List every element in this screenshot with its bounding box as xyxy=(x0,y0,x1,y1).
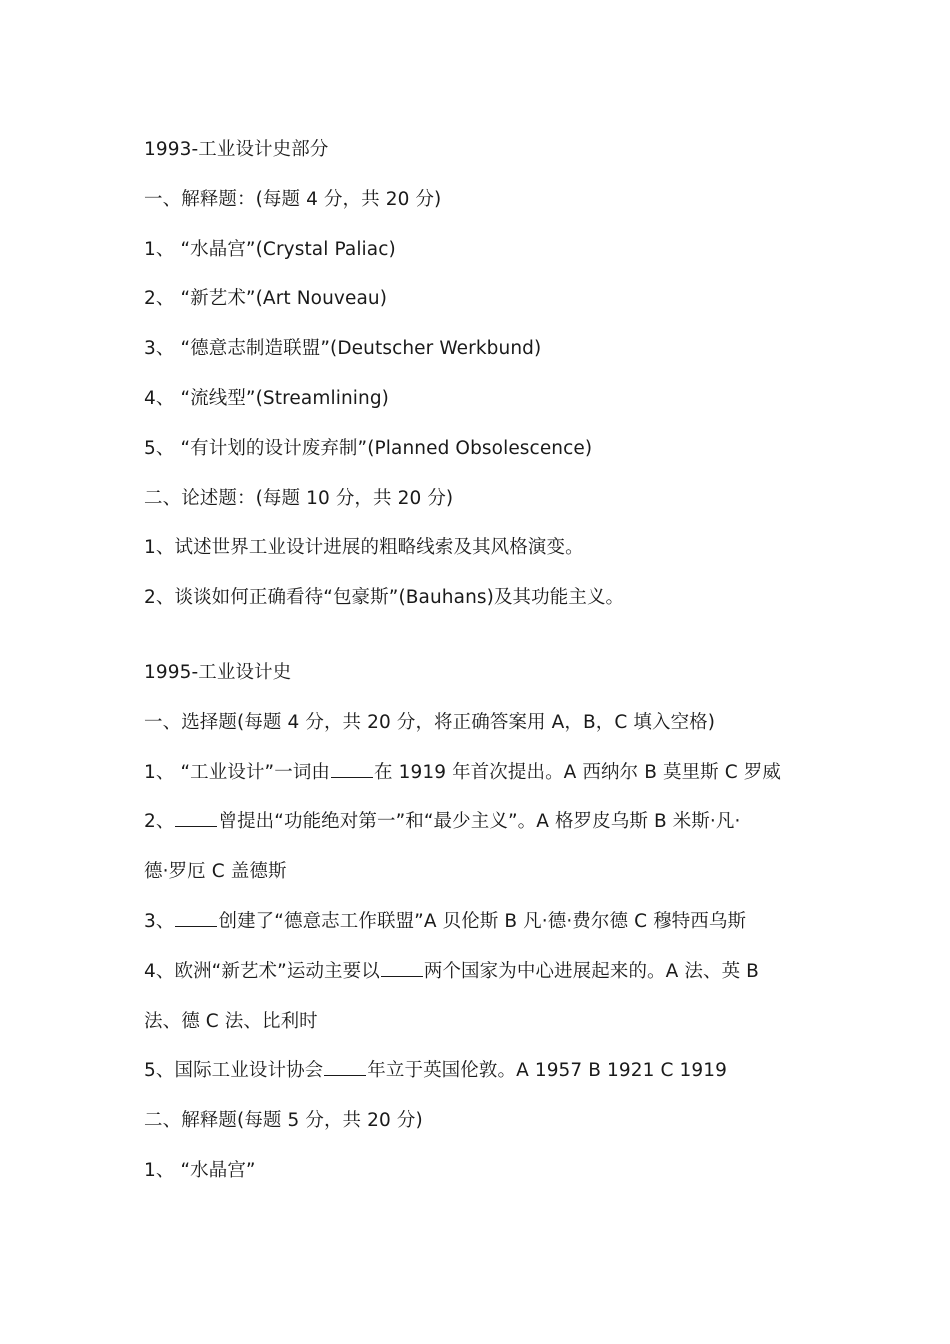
question-item xyxy=(144,958,844,1008)
question-item: 4、 “流线型”(Streamlining) xyxy=(144,387,390,409)
question-text: 4、欧洲“新艺术”运动主要以 xyxy=(144,960,380,982)
question-text: 5、国际工业设计协会 xyxy=(144,1060,324,1082)
question-text: 两个国家为中心进展起来的。A 法、英 B xyxy=(423,960,759,982)
question-text: 1、 “工业设计”一词由 xyxy=(144,761,331,783)
part-heading: 一、解释题：(每题 4 分，共 20 分) xyxy=(144,188,442,210)
question-continuation: 法、德 C 法、比利时 xyxy=(144,1010,318,1032)
question-item xyxy=(144,908,844,958)
question-item: 5、 “有计划的设计废弃制”(Planned Obsolescence) xyxy=(144,437,593,459)
question-text: 2、 xyxy=(144,811,175,833)
section-title: 1995-工业设计史 xyxy=(144,662,292,683)
part-heading: 二、解释题(每题 5 分，共 20 分) xyxy=(144,1110,423,1132)
question-item: 2、谈谈如何正确看待“包豪斯”(Bauhans)及其功能主义。 xyxy=(144,587,625,609)
question-item xyxy=(144,759,844,809)
part-heading: 二、论述题：(每题 10 分，共 20 分) xyxy=(144,487,454,509)
question-item: 2、 “新艺术”(Art Nouveau) xyxy=(144,288,388,310)
answer-blank xyxy=(175,808,217,827)
section-title: 1993-工业设计史部分 xyxy=(144,139,329,160)
question-text: 在 1919 年首次提出。A 西纳尔 B 莫里斯 C 罗威 xyxy=(374,761,781,783)
question-text: 创建了“德意志工作联盟”A 贝伦斯 B 凡·德·费尔德 C 穆特西乌斯 xyxy=(218,910,747,932)
section-1995 xyxy=(144,659,844,1207)
section-1993 xyxy=(144,136,844,634)
question-text: 3、 xyxy=(144,910,175,932)
answer-blank xyxy=(175,908,217,927)
question-item: 1、 “水晶宫” xyxy=(144,1159,256,1181)
question-item xyxy=(144,808,844,858)
part-heading: 一、选择题(每题 4 分，共 20 分，将正确答案用 A，B，C 填入空格) xyxy=(144,711,716,733)
question-item: 3、 “德意志制造联盟”(Deutscher Werkbund) xyxy=(144,338,542,360)
question-item: 1、试述世界工业设计进展的粗略线索及其风格演变。 xyxy=(144,537,584,559)
question-continuation: 德·罗厄 C 盖德斯 xyxy=(144,861,287,883)
question-text: 曾提出“功能绝对第一”和“最少主义”。A 格罗皮乌斯 B 米斯·凡· xyxy=(218,811,741,833)
question-text: 年立于英国伦敦。A 1957 B 1921 C 1919 xyxy=(367,1060,727,1082)
question-item xyxy=(144,1057,844,1107)
answer-blank xyxy=(324,1057,366,1076)
answer-blank xyxy=(381,958,423,977)
answer-blank xyxy=(331,759,373,778)
question-item: 1、 “水晶宫”(Crystal Paliac) xyxy=(144,238,396,260)
